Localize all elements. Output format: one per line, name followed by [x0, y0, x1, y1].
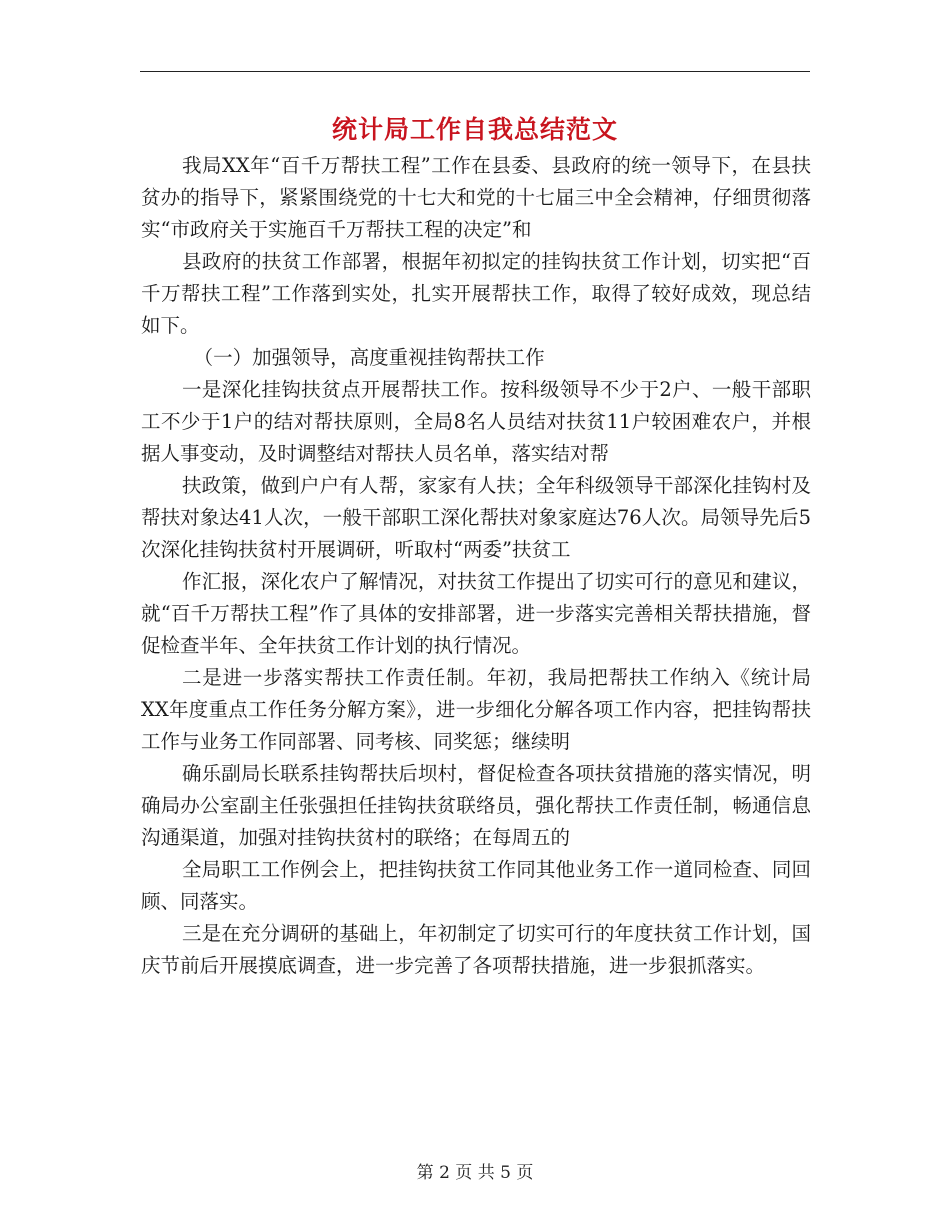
paragraph: 全局职工工作例会上，把挂钩扶贫工作同其他业务工作一道同检查、同回顾、同落实。 [141, 858, 811, 913]
paragraph: 三是在充分调研的基础上，年初制定了切实可行的年度扶贫工作计划，国庆节前后开展摸底调查，进一步完善了各项帮扶措施，进一步狠抓落实。 [141, 922, 811, 977]
paragraph: 作汇报，深化农户了解情况，对扶贫工作提出了切实可行的意见和建议，就“百千万帮扶工程”作了具体的安排部署，进一步落实完善相关帮扶措施，督促检查半年、全年扶贫工作计划的执行情况。 [141, 570, 811, 657]
document-body [141, 150, 811, 982]
page-number: 第 2 页 共 5 页 [416, 1163, 534, 1183]
paragraph: 一是深化挂钩扶贫点开展帮扶工作。按科级领导不少于2户、一般干部职工不少于1户的结对帮扶原则，全局8名人员结对扶贫11户较困难农户，并根据人事变动，及时调整结对帮扶人员名单，落实结对帮 [141, 378, 811, 465]
paragraph: 县政府的扶贫工作部署，根据年初拟定的挂钩扶贫工作计划，切实把“百千万帮扶工程”工作落到实处，扎实开展帮扶工作，取得了较好成效，现总结如下。 [141, 250, 811, 337]
section-heading: （一）加强领导，高度重视挂钩帮扶工作 [193, 346, 545, 369]
paragraph: 确乐副局长联系挂钩帮扶后坝村，督促检查各项扶贫措施的落实情况，明确局办公室副主任张强担任挂钩扶贫联络员，强化帮扶工作责任制，畅通信息沟通渠道，加强对挂钩扶贫村的联络；在每周五的 [141, 762, 811, 849]
document-title: 统计局工作自我总结范文 [331, 115, 618, 144]
paragraph: 二是进一步落实帮扶工作责任制。年初，我局把帮扶工作纳入《统计局XX年度重点工作任务分解方案》，进一步细化分解各项工作内容，把挂钩帮扶工作与业务工作同部署、同考核、同奖惩；继续明 [141, 666, 811, 753]
paragraph: 扶政策，做到户户有人帮，家家有人扶；全年科级领导干部深化挂钩村及帮扶对象达41人次，一般干部职工深化帮扶对象家庭达76人次。局领导先后5次深化挂钩扶贫村开展调研，听取村“两委”扶贫工 [141, 474, 811, 561]
header-rule [140, 71, 810, 72]
paragraph: 我局XX年“百千万帮扶工程”工作在县委、县政府的统一领导下，在县扶贫办的指导下，紧紧围绕党的十七大和党的十七届三中全会精神，仔细贯彻落实“市政府关于实施百千万帮扶工程的决定”和 [141, 154, 811, 241]
